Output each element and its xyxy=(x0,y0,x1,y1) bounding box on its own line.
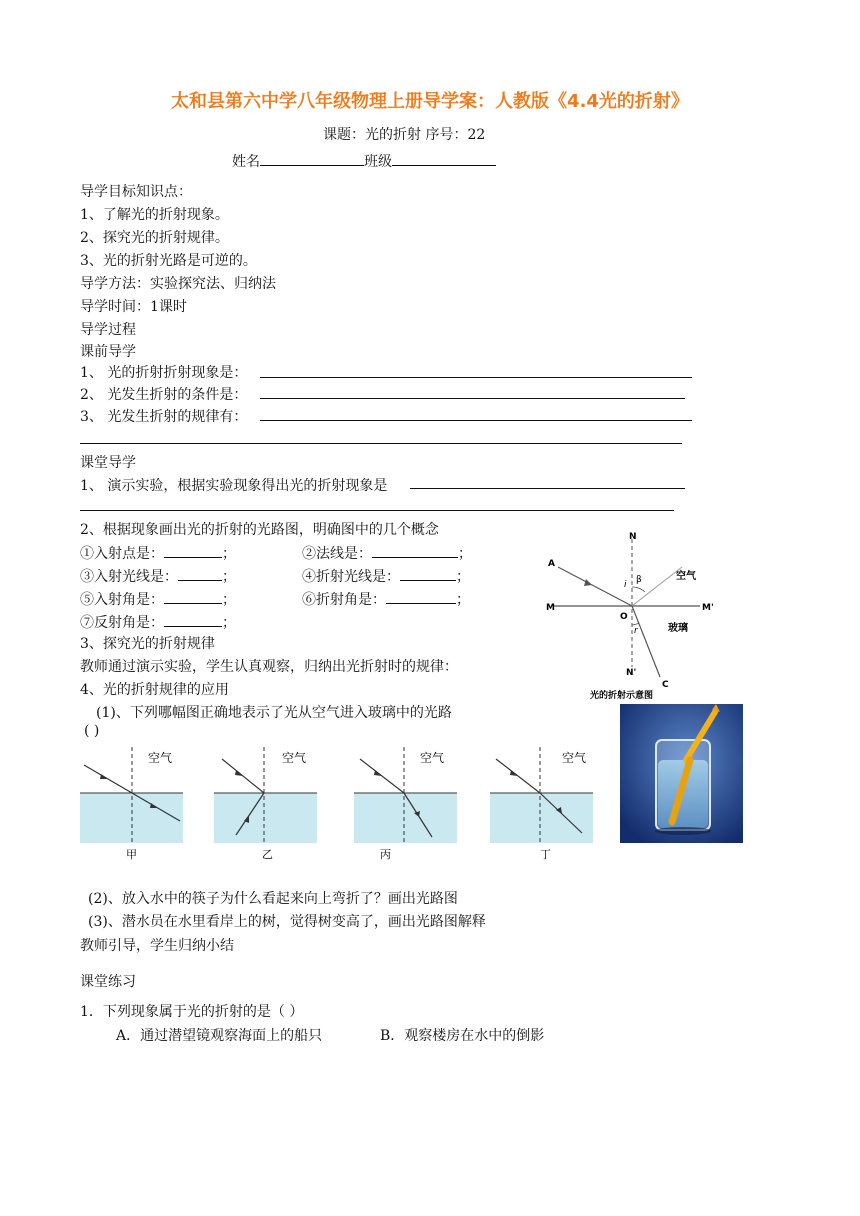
answer-paren[interactable]: ( ) xyxy=(84,723,100,739)
class-blank[interactable] xyxy=(392,150,496,166)
diagram-label-r: r xyxy=(634,626,638,636)
time-line: 导学时间：1课时 xyxy=(80,299,187,315)
diagram-label-air: 空气 xyxy=(676,571,696,582)
pre-item-2: 2、 光发生折射的条件是： xyxy=(80,387,248,403)
diagram-label-a: A xyxy=(548,559,555,569)
practice-question-1: 1．下列现象属于光的折射的是（ ） xyxy=(80,1004,304,1020)
teacher-guide: 教师引导，学生归纳小结 xyxy=(80,938,234,954)
teacher-demo: 教师通过演示实验，学生认真观察，归纳出光折射时的规律： xyxy=(80,659,458,675)
diagram-label-glass: 玻璃 xyxy=(668,623,688,634)
objective-item: 3、光的折射光路是可逆的。 xyxy=(80,253,257,269)
option-label-jia: 甲 xyxy=(126,848,137,861)
option-diagram-yi[interactable] xyxy=(214,745,324,863)
pencil-in-water-photo xyxy=(620,704,743,843)
concept-reflection-angle: ⑦反射角是： ； xyxy=(80,611,236,632)
diagram-caption: 光的折射示意图 xyxy=(590,691,654,701)
option-label-ding: 丁 xyxy=(540,848,551,861)
class-label: 班级 xyxy=(364,154,392,170)
option-label-yi: 乙 xyxy=(262,848,273,861)
name-blank[interactable] xyxy=(260,150,364,166)
page-title: 太和县第六中学八年级物理上册导学案：人教版《4.4光的折射》 xyxy=(171,91,689,112)
option-diagram-ding[interactable] xyxy=(490,745,600,863)
pre-item-3: 3、 光发生折射的规律有： xyxy=(80,409,248,425)
option-diagram-bing[interactable] xyxy=(354,745,464,863)
answer-line[interactable] xyxy=(260,398,685,399)
diagram-label-c: C xyxy=(662,680,669,690)
option-diagram-jia[interactable] xyxy=(80,745,190,863)
diagram-label-i: i xyxy=(624,580,627,590)
practice-option-a[interactable]: A．通过潜望镜观察海面上的船只 xyxy=(116,1028,323,1044)
subject-line: 课题：光的折射 序号：22 xyxy=(323,127,486,143)
option-air-label: 空气 xyxy=(420,751,445,765)
question-2: (2)、放入水中的筷子为什么看起来向上弯折了？画出光路图 xyxy=(88,891,458,907)
method-line: 导学方法：实验探究法、归纳法 xyxy=(80,276,276,292)
concept-refracted-ray: ④折射光线是： ； xyxy=(302,565,470,586)
answer-line[interactable] xyxy=(410,488,685,489)
practice-heading: 课堂练习 xyxy=(80,974,136,990)
process-heading: 导学过程 xyxy=(80,322,136,338)
name-class-row xyxy=(232,150,496,171)
diagram-label-n-prime: N' xyxy=(626,668,637,678)
class-item-2: 2、根据现象画出光的折射的光路图，明确图中的几个概念 xyxy=(80,522,439,538)
class-item-1: 1、 演示实验，根据实验现象得出光的折射现象是 xyxy=(80,478,388,494)
name-label: 姓名 xyxy=(232,154,260,170)
answer-line[interactable] xyxy=(260,377,692,378)
concept-normal: ②法线是： ； xyxy=(302,542,472,563)
diagram-label-m-prime: M' xyxy=(702,603,714,613)
pre-heading: 课前导学 xyxy=(80,344,136,360)
question-1: (1)、下列哪幅图正确地表示了光从空气进入玻璃中的光路 xyxy=(96,705,452,721)
concept-incident-point: ①入射点是： ； xyxy=(80,542,236,563)
practice-option-b[interactable]: B．观察楼房在水中的倒影 xyxy=(380,1028,545,1044)
answer-line[interactable] xyxy=(260,420,692,421)
objective-item: 1、了解光的折射现象。 xyxy=(80,207,229,223)
concept-incident-angle: ⑤入射角是： ； xyxy=(80,588,236,609)
diagram-label-m: M xyxy=(546,603,555,613)
objective-item: 2、探究光的折射规律。 xyxy=(80,230,229,246)
refraction-diagram xyxy=(540,527,730,707)
class-item-4: 4、光的折射规律的应用 xyxy=(80,682,229,698)
option-label-bing: 丙 xyxy=(380,848,391,861)
option-air-label: 空气 xyxy=(282,751,307,765)
answer-line[interactable] xyxy=(80,510,674,511)
concept-incident-ray: ③入射光线是： ； xyxy=(80,565,236,586)
diagram-label-o: O xyxy=(620,612,628,622)
option-air-label: 空气 xyxy=(562,751,587,765)
class-item-3: 3、探究光的折射规律 xyxy=(80,636,215,652)
objectives-heading: 导学目标知识点： xyxy=(80,184,192,200)
diagram-label-n: N xyxy=(629,532,637,542)
concept-refraction-angle: ⑥折射角是： ； xyxy=(302,588,470,609)
question-3: (3)、潜水员在水里看岸上的树，觉得树变高了，画出光路图解释 xyxy=(88,914,486,930)
option-air-label: 空气 xyxy=(148,751,173,765)
answer-line[interactable] xyxy=(80,443,682,444)
class-heading: 课堂导学 xyxy=(80,455,136,471)
diagram-label-beta: β xyxy=(636,575,642,585)
pre-item-1: 1、 光的折射折射现象是： xyxy=(80,365,248,381)
